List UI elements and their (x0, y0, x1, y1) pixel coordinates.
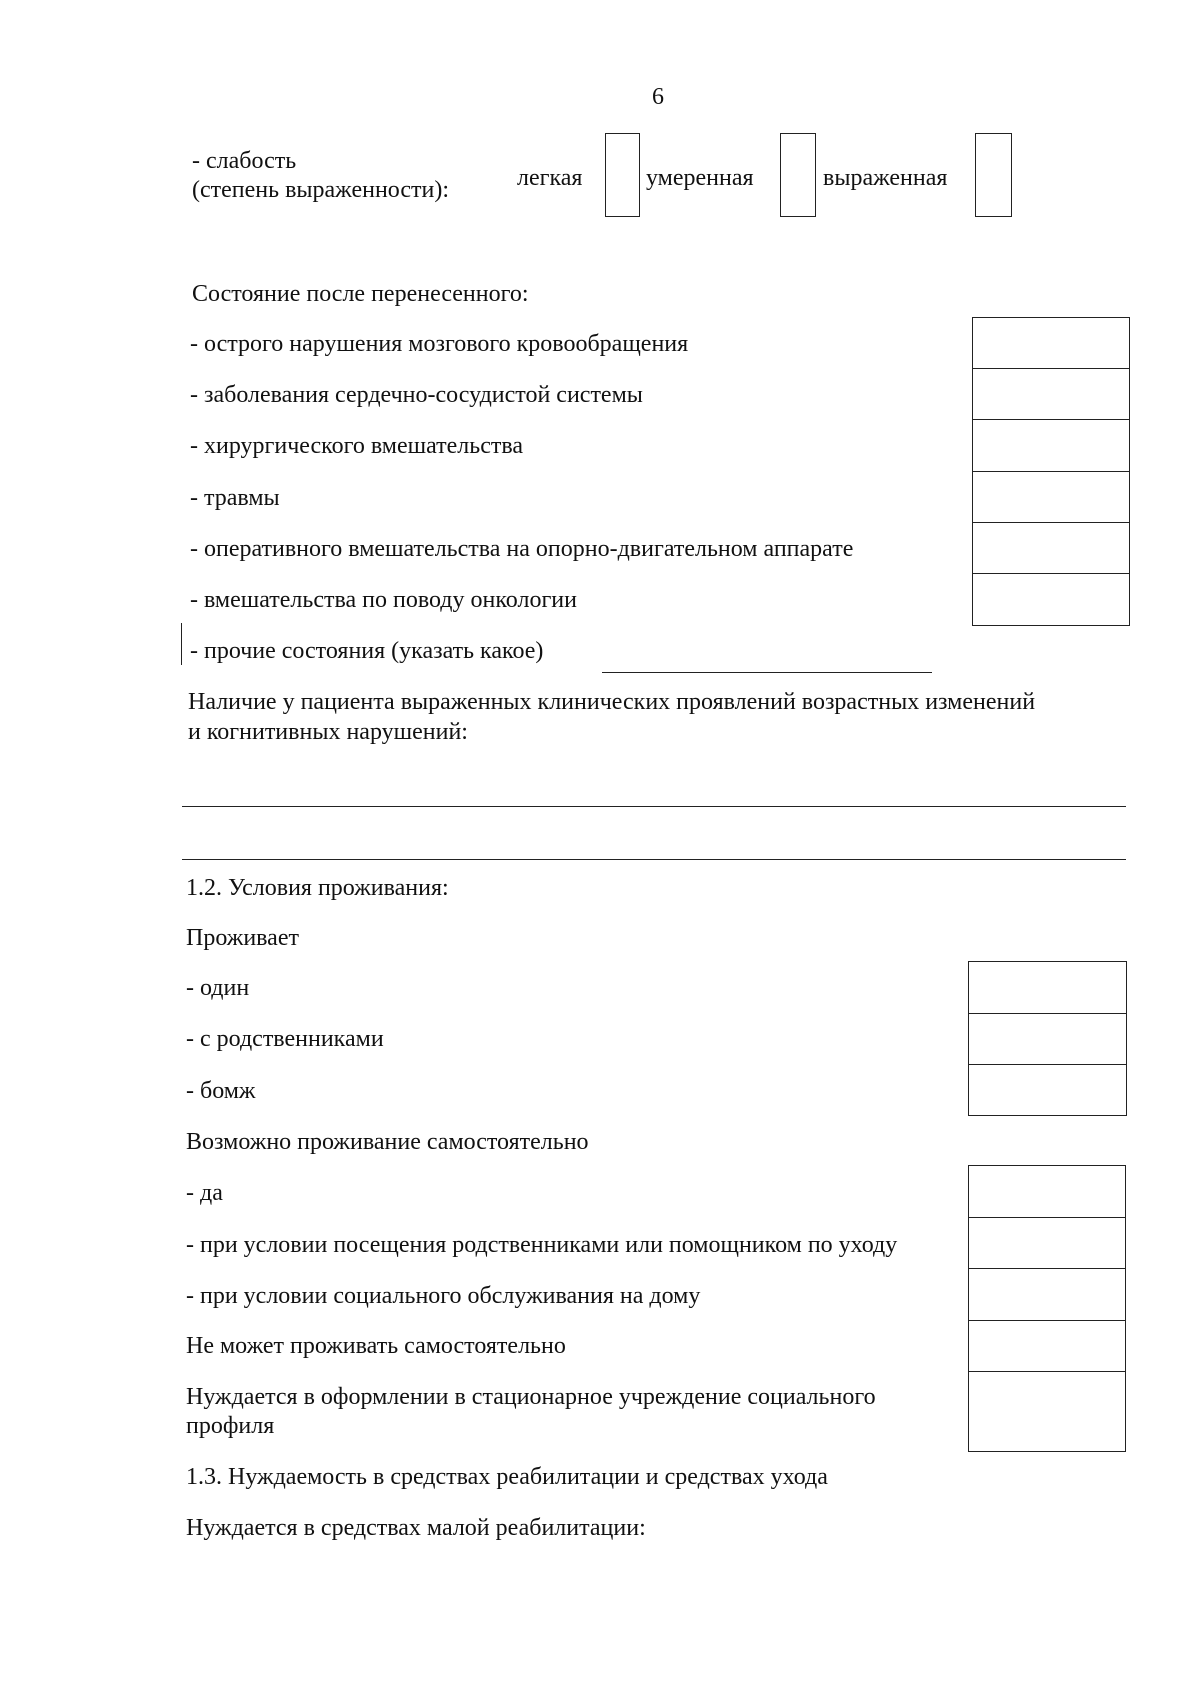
needs-institution-line2: профиля (186, 1413, 275, 1439)
after-condition-item: - заболевания сердечно-сосудистой системы (190, 382, 643, 408)
small-rehab-label: Нуждается в средствах малой реабилитации: (186, 1515, 646, 1541)
independent-checkbox[interactable] (969, 1269, 1125, 1321)
independent-item: - при условии социального обслуживания на дому (186, 1283, 701, 1309)
option-mild-label: легкая (517, 165, 583, 191)
other-condition-label: - прочие состояния (указать какое) (190, 638, 544, 664)
independent-checkbox[interactable] (969, 1372, 1125, 1450)
margin-mark (181, 623, 182, 665)
lives-heading: Проживает (186, 925, 299, 951)
lives-checkbox-column (968, 961, 1127, 1116)
weakness-label: - слабость (192, 148, 297, 174)
clinical-text-line1: Наличие у пациента выраженных клинических проявлений возрастных изменений (188, 689, 1036, 715)
after-condition-item: - острого нарушения мозгового кровообращения (190, 331, 689, 357)
independent-checkbox[interactable] (969, 1218, 1125, 1269)
after-condition-checkbox[interactable] (973, 523, 1129, 574)
independent-item: - при условии посещения родственниками или помощником по уходу (186, 1232, 898, 1258)
weakness-sublabel: (степень выраженности): (192, 177, 450, 203)
after-condition-item: - хирургического вмешательства (190, 433, 524, 459)
after-condition-checkbox-column (972, 317, 1130, 626)
other-condition-input-line[interactable] (602, 672, 932, 673)
lives-checkbox[interactable] (969, 1065, 1126, 1114)
section-living-title: 1.2. Условия проживания: (186, 875, 449, 901)
after-condition-checkbox[interactable] (973, 420, 1129, 472)
after-condition-heading: Состояние после перенесенного: (192, 281, 529, 307)
page-number: 6 (652, 84, 664, 110)
independent-heading: Возможно проживание самостоятельно (186, 1129, 589, 1155)
after-condition-checkbox[interactable] (973, 472, 1129, 523)
lives-item: - один (186, 975, 250, 1001)
independent-checkbox[interactable] (969, 1321, 1125, 1372)
after-condition-checkbox[interactable] (973, 369, 1129, 420)
option-mild-checkbox[interactable] (605, 133, 640, 217)
after-condition-checkbox[interactable] (973, 318, 1129, 369)
after-condition-item: - оперативного вмешательства на опорно-двигательном аппарате (190, 536, 854, 562)
clinical-text-line2: и когнитивных нарушений: (188, 719, 468, 745)
option-severe-label: выраженная (823, 165, 948, 191)
option-moderate-checkbox[interactable] (780, 133, 816, 217)
independent-checkbox[interactable] (969, 1166, 1125, 1218)
section-rehab-title: 1.3. Нуждаемость в средствах реабилитации и средствах ухода (186, 1464, 828, 1490)
after-condition-item: - травмы (190, 485, 280, 511)
independent-item: - да (186, 1180, 223, 1206)
lives-checkbox[interactable] (969, 962, 1126, 1014)
independent-checkbox-column (968, 1165, 1126, 1452)
needs-institution-line1: Нуждается в оформлении в стационарное учреждение социального (186, 1384, 876, 1410)
after-condition-checkbox[interactable] (973, 574, 1129, 624)
lives-checkbox[interactable] (969, 1014, 1126, 1065)
option-severe-checkbox[interactable] (975, 133, 1012, 217)
clinical-answer-line[interactable] (182, 859, 1126, 860)
after-condition-item: - вмешательства по поводу онкологии (190, 587, 577, 613)
clinical-answer-line[interactable] (182, 806, 1126, 807)
lives-item: - бомж (186, 1078, 256, 1104)
cannot-live-alone: Не может проживать самостоятельно (186, 1333, 566, 1359)
lives-item: - с родственниками (186, 1026, 384, 1052)
option-moderate-label: умеренная (646, 165, 754, 191)
